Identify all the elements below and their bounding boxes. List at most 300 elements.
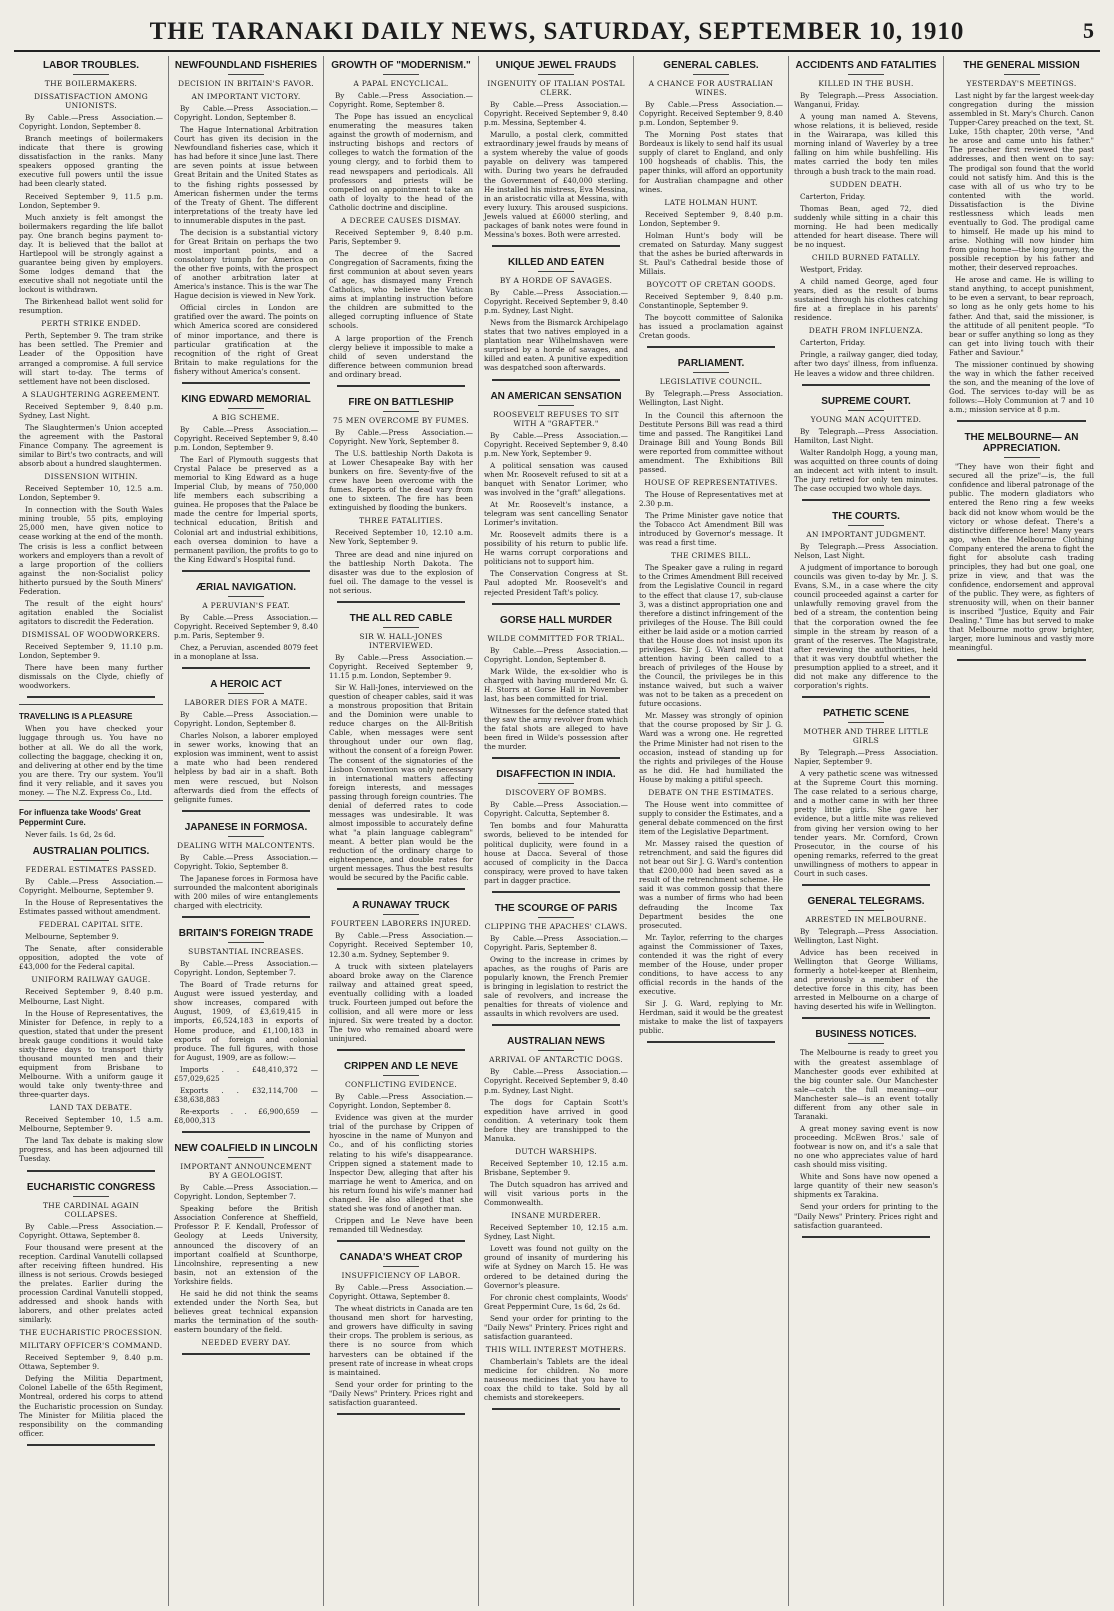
article [19,1178,163,1446]
article-separator [492,757,620,759]
subheading: AN IMPORTANT VICTORY. [191,92,301,101]
headline-rule [848,525,884,526]
article-headline: AN AMERICAN SENSATION [490,390,622,402]
paragraph: By Cable.—Press Association.—Copyright. Ottawa, September 8. [19,1221,163,1240]
paragraph: Received September 9, 8.40 p.m. Ottawa, September 9. [19,1353,163,1372]
paragraph: Received September 9, 11.5 p.m. London, September 9. [19,191,163,210]
masthead-rule [14,50,1100,52]
news-column-4 [479,56,634,1606]
paragraph: Mark Wilde, the ex-soldier who is charged with having murdered Mr. G. H. Storrs at Gorse Hall in November last, has been committed for trial. [484,666,628,703]
article-headline: A RUNAWAY TRUCK [352,900,450,912]
headline-rule [848,910,884,911]
article-separator [27,1444,155,1446]
paragraph: By Telegraph.—Press Association. Nelson, Last Night. [794,542,938,561]
article-separator [182,810,310,812]
paragraph: The Slaughtermen's Union accepted the agreement with the Pastoral Finance Company. The agreement is similar to Birt's two contracts, and will absorb about a hundred slaughtermen. [19,422,163,469]
subheading: YOUNG MAN ACQUITTED. [810,414,922,424]
paragraph: By Cable.—Press Association.—Copyright. Ottawa, September 8. [329,1283,473,1302]
paragraph: Owing to the increase in crimes by apaches, as the roughs of Paris are popularly known, the French Premier is bringing in legislation to restrict the sale of revolvers, and increase the penalties for threats of violence and assaults in which revolvers are used. [484,954,628,1019]
paragraph: Branch meetings of boilermakers indicate that there is growing dissatisfaction in the ranks. Many speakers opposed granting the executive full powers until the issue had been clearly stated. [19,134,163,189]
paragraph: Defying the Militia Department, Colonel Labelle of the 65th Regiment, Montreal, ordered his corps to attend the Eucharistic procession on Sunday. The Minister for Militia placed the responsibility on the commanding officer. [19,1374,163,1438]
article [949,56,1094,422]
paragraph: Mr. Massey raised the question of retrenchment, and said the figures did not bear out Sir J. G. Ward's contention that £200,000 had been saved as a result of the retrenchment scheme. He said it was common gossip that there was a number of firms who had been defrauding the Income Tax Department besides the one prosecuted. [639,839,783,930]
paragraph: There have been many further dismissals on the Clyde, chiefly of woodworkers. [19,663,163,691]
article [794,1025,938,1237]
article [484,611,628,760]
paragraph: Pringle, a railway ganger, died today, after two days' illness, from influenza. He leaves a widow and three children. [794,350,938,378]
article-headline: PARLIAMENT. [677,358,745,370]
headline-rule [693,74,729,75]
subheading: UNIFORM RAILWAY GAUGE. [31,975,151,985]
article [484,387,628,605]
paragraph: Received September 9, 8.40 p.m. Paris, September 9. [329,227,473,246]
paragraph: Witnesses for the defence stated that they saw the army revolver from which the fatal shots are alleged to have been fired in Wilde's possession after the murder. [484,705,628,752]
subheading: BOYCOTT OF CRETAN GOODS. [646,280,776,290]
news-column-2 [169,56,324,1606]
article [329,393,473,603]
paragraph: By Cable.—Press Association.—Copyright. London, September 8. [174,710,318,729]
article-separator [182,1353,310,1355]
paragraph: Charles Nolson, a laborer employed in sewer works, knowing that an explosion was imminent, went to assist a mate who had been rendered helpless by bad air in a shaft. Both men were rescued, but Nolson afterwards died from the effects of gelignite fumes. [174,731,318,804]
paragraph: News from the Bismarck Archipelago states that two natives employed in a plantation near Wilhelmshaven were surprised by a horde of savages, and killed and eaten. A punitive expedition was despatched soon afterwards. [484,318,628,373]
article [949,428,1094,660]
article-separator [27,696,155,698]
subheading: ARRESTED IN MELBOURNE. [805,914,927,924]
article-headline: BRITAIN'S FOREIGN TRADE [178,928,314,940]
article-headline: ACCIDENTS AND FATALITIES [795,60,937,71]
paragraph: Imports . . £48,410,372 — £57,029,625 [174,1064,318,1083]
article-separator [182,916,310,918]
paragraph: At Mr. Roosevelt's instance, a telegram was sent cancelling Senator Lorimer's invitation. [484,499,628,528]
article-headline: THE SCOURGE OF PARIS [494,902,618,914]
paragraph: Received September 9, 11.10 p.m. London, September 9. [19,642,163,661]
article-headline: NEW COALFIELD IN LINCOLN [174,1143,318,1155]
subheading: CLIPPING THE APACHES' CLAWS. [484,921,628,931]
article-separator [802,384,930,386]
headline-rule [538,783,574,784]
paragraph: Melbourne, September 9. [25,932,119,942]
article-headline: A HEROIC ACT [210,679,282,691]
paragraph: Send your order for printing to the "Daily News" Printery. Prices right and satisfaction guaranteed. [484,1313,628,1341]
headline-rule [228,1157,264,1158]
article [19,842,163,1172]
paragraph: He arose and came. He is willing to stand anything, to accept punishment, to be even a servant, to bear reproach, so long as he only gets home to his father. And that, said the missioner, is the attitude of all penitent people. "To bear or suffer anything so long as they can get into living touch with their Father and Saviour." [949,275,1094,357]
headline-rule [383,411,419,412]
headline-rule [1004,74,1040,75]
article [484,899,628,1027]
headline-rule [538,405,574,406]
article-headline: GENERAL CABLES. [663,60,759,71]
article-separator [802,1236,930,1238]
paragraph: A child named George, aged four years, died as the result of burns sustained through his clothes catching fire at a fireplace in his parents' residence. [794,277,938,323]
subheading: AN IMPORTANT JUDGMENT. [806,530,926,539]
article [329,609,473,891]
article [484,56,628,247]
article-headline: AUSTRALIAN POLITICS. [32,845,150,857]
subheading: DEBATE ON THE ESTIMATES. [648,787,774,797]
paragraph: A judgment of importance to borough councils was given to-day by Mr. J. S. Evans, S.M., in a case where the city council proceeded against a carter for unlawfully removing gravel from the bed of a stream, the contention being that the corporation owned the fee simple in the stream by reason of a grant of the reserves. The Magistrate, after reviewing the authorities, held that it was very doubtful whether the presumption applied to a street, and it did not make any difference to the corporation's rights. [794,563,938,690]
article-headline: THE COURTS. [832,511,900,522]
headline-rule [228,596,264,597]
paragraph: Three are dead and nine injured on the battleship North Dakota. The disaster was due to the explosion of fuel oil. The damage to the vessel is not serious. [329,549,473,595]
newspaper-columns [14,56,1102,1606]
paragraph: By Cable.—Press Association.—Copyright. Received September 9, 8.40 p.m. New York, September 9. [484,430,628,458]
subheading: MOTHER AND THREE LITTLE GIRLS [803,727,929,745]
article-headline: JAPANESE IN FORMOSA. [184,821,308,833]
masthead [0,0,1114,50]
headline-rule [383,1266,419,1267]
article [174,675,318,812]
page-number: 5 [1083,18,1094,43]
paragraph: The Dutch squadron has arrived and will visit various ports in the Commonwealth. [484,1180,628,1208]
headline-rule [228,836,264,837]
paragraph: The Japanese forces in Formosa have surrounded the malcontent aboriginals with 200 miles of wire entanglements charged with electricity. [174,873,318,910]
headline-rule [383,914,419,915]
paragraph: The land Tax debate is making slow progress, and has been adjourned till Tuesday. [19,1136,163,1164]
article-headline: KILLED AND EATEN [507,256,605,268]
subheading: LAND TAX DEBATE. [49,1103,133,1113]
paragraph: Exports . . £32,114,700 — £38,638,883 [174,1085,318,1104]
paragraph: The Earl of Plymouth suggests that Crystal Palace be preserved as a memorial to King Edward as a huge Imperial Club, by means of 750,000 life members each subscribing a guinea. He proposes that the Palace be made the centre for Imperial sports, technical education, British and Colonial art and industrial exhibitions, each oversea dominion to have a permanent pavilion, the profits to go to the King Edward's Hospital fund. [174,455,318,564]
paragraph: Received September 9, 8.40 p.m. Constantinople, September 9. [639,292,783,311]
article-separator [182,1131,310,1133]
paragraph: Lovett was found not guilty on the ground of insanity of murdering his wife at Sydney on March 15. He was ordered to be detained during the Governor's pleasure. [484,1244,628,1290]
subheading: BY A HORDE OF SAVAGES. [499,275,613,285]
subheading: YESTERDAY'S MEETINGS. [966,79,1077,88]
subheading: LATE HOLMAN HUNT. [664,197,758,207]
headline-rule [848,74,884,75]
article-separator [802,1017,930,1019]
paragraph: "They have won their fight and secured all the prize"—is, the full confidence and liberal patronage of the public. The modern gladiators who entered the Reno ring a few weeks back did not know whom would be the victory or whose defeat. There's a distinctive difference here! Many years ago, when the Melbourne Clothing Company entered the arena to fight the fight for absolute cash trading principles, they had but one goal, one prize in view, and that was the confidence, endorsement and approval of the public. They were, as fighters of strenuosity will, when on their banner is inscribed "Justice, Equity and Fair Dealing." Time has but served to make that Melbourne motto grow brighter, larger, more luminous and vastly more meaningful. [949,462,1094,653]
headline-rule [693,372,729,373]
headline-rule [228,942,264,943]
paragraph: White and Sons have now opened a large quantity of their new season's shipments ex Tarakina. [794,1172,938,1200]
paragraph: Received September 10, 12.10 a.m. New York, September 9. [329,528,473,547]
article-separator [492,379,620,381]
article-separator [802,499,930,501]
subheading: A PAPAL ENCYCLICAL. [353,79,449,88]
article [19,56,163,698]
paragraph: By Cable.—Press Association.—Copyright. Melbourne, September 9. [19,876,163,895]
paragraph: By Cable.—Press Association.—Copyright. Received September 9, 8.40 p.m. Paris, September 9. [174,612,318,640]
article-headline: CANADA'S WHEAT CROP [339,1252,463,1264]
article-headline: THE ALL RED CABLE [349,612,453,624]
article-separator [182,382,310,384]
subheading: THREE FATALITIES. [359,516,443,526]
paragraph: By Telegraph.—Press Association. Hamilton, Last Night. [794,426,938,445]
subheading: DEATH FROM INFLUENZA. [808,326,924,336]
article-separator [802,884,930,886]
headline-rule [538,917,574,918]
subheading: PERTH STRIKE ENDED. [41,319,141,329]
article-headline: AUSTRALIAN NEWS [507,1036,605,1048]
article-separator [647,346,775,348]
headline-rule [228,74,264,75]
article-headline: PATHETIC SCENE [823,708,909,719]
subheading: SIR W. HALL-JONES INTERVIEWED. [359,631,443,650]
article-headline: NEWFOUNDLAND FISHERIES [174,60,318,71]
paragraph: By Cable.—Press Association.—Copyright. London, September 8. [329,1092,473,1111]
subheading: DECISION IN BRITAIN'S FAVOR. [178,79,314,88]
headline-rule [228,408,264,409]
article [639,56,783,348]
article-separator [492,891,620,893]
paragraph: The House went into committee of supply to consider the Estimates, and a general debate commenced on the first item of the Legislative Department. [639,799,783,836]
subheading: ARRIVAL OF ANTARCTIC DOGS. [489,1055,623,1065]
article-headline: LABOR TROUBLES. [42,60,140,71]
paragraph: The missioner continued by showing the way in which the father received the son, and the meaning of the love of God. The services to-day will be as follows:—Holy Communion at 7 and 10 a.m.; mission service at 8 p.m. [949,359,1094,415]
paragraph: The Speaker gave a ruling in regard to the Crimes Amendment Bill received from the Legislative Council in regard to the effect that clause 17, sub-clause 3, was a distinct appropriation one and therefore a distinct infringement of the privileges of the House. The Bill could either be laid aside or a motion carried that the House does not insist upon its privileges. Sir J. G. Ward moved that attention having been called to a breach of privileges of the House by the Council, the privileges be in this instance waived, but such a waiver was not to be taken as a precedent on future occasions. [639,563,783,709]
paragraph: By Cable.—Press Association.—Copyright. Received September 9, 8.40 p.m. London, September 9. [174,424,318,452]
paragraph: Send your order for printing to the "Daily News" Printery. Prices right and satisfaction guaranteed. [329,1379,473,1407]
headline-rule [73,74,109,75]
paragraph: The U.S. battleship North Dakota is at Lower Chesapeake Bay with her bunkers on fire. Seventy-five of the crew have been overcome with the fumes. Reports of the dead vary from one to sixteen. The fire has been extinguished by flooding the bunkers. [329,448,473,513]
headline-rule [73,860,109,861]
paragraph: Received September 10, 1.5 a.m. Melbourne, September 9. [19,1115,163,1134]
article-headline: KING EDWARD MEMORIAL [181,393,311,405]
article-headline: DISAFFECTION IN INDIA. [496,769,616,781]
subheading: CHILD BURNED FATALLY. [811,252,921,262]
article-headline: CRIPPEN AND LE NEVE [343,1061,459,1073]
subheading: THE CRIMES BILL. [670,551,752,561]
news-column-7 [944,56,1099,1606]
paragraph: In the Council this afternoon the Destitute Persons Bill was read a third time and passed. The Rangitikei Land Drainage Bill and Young Bonds Bill were reported from committee without amendment. The Exhibitions Bill passed. [639,410,783,474]
article [174,56,318,384]
paragraph: By Cable.—Press Association.—Copyright. Received September 9, 8.40 p.m. Messina, September 4. [484,100,628,128]
article-separator [182,667,310,669]
paragraph: By Cable.—Press Association.—Copyright. Received September 10, 12.30 a.m. Sydney, September 9. [329,931,473,959]
paragraph: Mr. Taylor, referring to the charges against the Commissioner of Taxes, contended it was the right of every member of the House, under proper conditions, to have access to any official records in the hands of the executive. [639,932,783,997]
paragraph: The decision is a substantial victory for Great Britain on perhaps the two most important points, and a consolatory triumph for America on the other five points, with the prospect of another arbitration later at America's instance. This is the war The Hague decision is viewed in New York. [174,227,318,301]
subheading: SUBSTANTIAL INCREASES. [188,947,304,957]
subheading: INSANE MURDERER. [511,1211,601,1221]
headline-rule [383,627,419,628]
paragraph: A young man named A. Stevens, whose relations, it is believed, reside in the Wairarapa, was killed this morning inland of Waverley by a tree falling on him while bushfelling. His mates carried the body ten miles through a bush track to the main road. [794,112,938,176]
headline-rule [1004,457,1040,458]
subheading: THIS WILL INTEREST MOTHERS. [485,1344,627,1354]
article [484,253,628,381]
article-separator [337,1413,465,1415]
subheading: NEEDED EVERY DAY. [201,1338,291,1348]
article-separator [492,603,620,605]
paragraph: Perth, September 9. The tram strike has been settled. The Premier and Leader of the Opposition have arranged a compromise. A full service will start to-day. The terms of settlement have not been disclosed. [19,331,163,386]
subheading: KILLED IN THE BUSH. [818,79,914,88]
subheading: FEDERAL ESTIMATES PASSED. [25,864,157,874]
headline-rule [848,410,884,411]
subheading: ROOSEVELT REFUSES TO SIT WITH A "GRAFTER." [493,409,619,428]
paragraph: Much anxiety is felt amongst the boilermakers regarding the life ballot pay. One branch begins payment to-day. It is believed that the ballot at Hartlepool will be strongly against a guarantee being given by employers. Some lodges demand that the executive shall not negotiate until the lockout is withdrawn. [19,212,163,295]
article [329,1057,473,1242]
news-column-1 [14,56,169,1606]
article-separator [337,385,465,387]
article-separator [492,245,620,247]
article-headline: UNIQUE JEWEL FRAUDS [495,60,617,71]
paragraph: By Cable.—Press Association.—Copyright. London, September 8. [174,104,318,123]
article-separator [492,1024,620,1026]
article-separator [957,659,1086,661]
article [484,765,628,893]
article-separator [802,696,930,698]
paragraph: The boycott committee of Salonika has issued a proclamation against Cretan goods. [639,313,783,341]
paragraph: Evidence was given at the murder trial of the purchase by Crippen of hyoscine in the name of Munyon and Co., and of his conflicting stories relating to his wife's disappearance. Crippen signed a statement made to Inspector Dew, alleging that after his marriage he went to America, and on his return found his wife's manner had changed. He also alleged that she stated she was fond of another man. [329,1113,473,1213]
paragraph: For chronic chest complaints, Woods' Great Peppermint Cure, 1s 6d, 2s 6d. [484,1292,628,1311]
paragraph: Crippen and Le Neve have been remanded till Wednesday. [329,1215,473,1234]
article-headline: THE GENERAL MISSION [963,60,1080,71]
article-headline: SUPREME COURT. [821,395,911,407]
article [174,924,318,1133]
article [174,578,318,669]
article-separator [337,1240,465,1242]
article [794,892,938,1020]
paragraph: A very pathetic scene was witnessed at the Supreme Court this morning. The case related to a serious charge, and a mother came in with her three pretty little girls. She gave her evidence, but a little mite was relieved from giving her version owing to her tender years. Mr. Cornford, Crown Prosecutor, in the course of his opening remarks, referred to the great unwillingness of mothers to appear in Court in such cases. [794,769,938,878]
article-separator [337,1049,465,1051]
paragraph: A great money saving event is now proceeding. McEwen Bros.' sale of footwear is now on, and it's a sale that no one who appreciates value of hard cash should miss visiting. [794,1123,938,1170]
headline-rule [383,74,419,75]
paragraph: By Telegraph.—Press Association. Wellington, Last Night. [639,389,783,408]
paragraph: He said he did not think the seams extended under the North Sea, but believes great technical expansion marks the termination of the south-eastern boundary of the field. [174,1288,318,1335]
headline-rule [73,1196,109,1197]
paragraph: The Hague International Arbitration Court has given its decision in the Newfoundland fisheries case, which it has had before it since June last. There are seven points at issue between Great Britain and the United States as to the fishing rights possessed by American fishermen under the terms of the Treaty of Ghent. The different interpretations of the treaty have led to innumerable disputes in the past. [174,125,318,225]
article-separator [492,1408,620,1410]
subheading: A SLAUGHTERING AGREEMENT. [22,389,160,399]
advertisement-heading: For influenza take Woods' Great Peppermint Cure. [19,807,141,827]
paragraph: Carterton, Friday. [800,191,866,201]
subheading: MILITARY OFFICER'S COMMAND. [19,1341,163,1351]
article [174,818,318,918]
subheading: THE EUCHARISTIC PROCESSION. [19,1328,163,1338]
headline-rule [538,271,574,272]
headline-rule [228,693,264,694]
paragraph: Received September 9, 8.40 p.m. Melbourne, Last Night. [19,987,163,1006]
article [174,1139,318,1355]
article [639,354,783,1043]
paragraph: The Board of Trade returns for August were issued yesterday, and show increases, compared with August, 1909, of £3,619,415 in imports, £6,524,183 in exports of Home produce, and £1,100,183 in exports of foreign and colonial produce. The full figures, with those for August, 1909, are as follow:— [174,980,318,1062]
paragraph: By Cable.—Press Association.—Copyright. Received September 9, 8.40 p.m. London, September 9. [639,100,783,128]
article [329,56,473,387]
paragraph: By Cable.—Press Association.—Copyright. Paris, September 8. [484,933,628,952]
paragraph: By Cable.—Press Association.—Copyright. New York, September 8. [329,427,473,446]
paragraph: A large proportion of the French clergy believe it impossible to make a child of seven understand the difference between communion bread and ordinary bread. [329,333,473,379]
paragraph: The Pope has issued an encyclical enumerating the measures taken against the growth of modernism, and instructing bishops and rectors of colleges to watch the formation of the young clergy, and to forbid them to read newspapers and periodicals. All professors and priests will be compelled on appointment to take an oath of loyalty to the head of the Catholic doctrine and discipline. [329,112,473,212]
advertisement-text: When you have checked your luggage through us. You have no bother at all. We do all the work, collecting the baggage, checking it on, and delivering at other end by the time you are there. Try our system. You'll find it very reliable, and it saves you money. — The N.Z. Express Co., Ltd. [19,724,163,797]
article-headline: BUSINESS NOTICES. [815,1029,917,1041]
paragraph: The decree of the Sacred Congregation of Sacraments, fixing the first communion at about seven years of age, has dismayed many French Catholics, who believe the Vatican aims at implanting instruction before the children are submitted to the alleged corrupting influence of State schools. [329,248,473,331]
advertisement-text: Never fails. 1s 6d, 2s 6d. [25,829,116,839]
news-column-6 [789,56,944,1606]
headline-rule [848,1043,884,1044]
paragraph: Sir J. G. Ward, replying to Mr. Herdman, said it would be the greatest mistake to make the list of taxpayers public. [639,999,783,1036]
paragraph: The House of Representatives met at 2.30 p.m. [639,489,783,508]
paragraph: By Cable.—Press Association.—Copyright. Calcutta, September 8. [484,800,628,819]
paragraph: Re-exports . . £6,900,659 — £8,000,313 [174,1107,318,1126]
headline-rule [538,629,574,630]
article [794,392,938,501]
article-separator [337,601,465,603]
article-headline: GROWTH OF "MODERNISM." [331,60,471,71]
subheading: WILDE COMMITTED FOR TRIAL. [487,633,625,643]
article [329,896,473,1051]
paragraph: Received September 10, 12.15 a.m. Sydney, Last Night. [484,1223,628,1242]
paragraph: The Melbourne is ready to greet you with the greatest assemblage of Manchester goods ever exhibited at the big counter sale. Our Manchester sale—catch the full meaning—our Manchester sale—is an event totally different from any other sale in Taranaki. [794,1048,938,1121]
headline-rule [383,1075,419,1076]
paragraph: By Cable.—Press Association.—Copyright. London, September 8. [484,645,628,664]
article [794,704,938,886]
paragraph: The Birkenhead ballot went solid for resumption. [19,297,163,316]
subheading: DISCOVERY OF BOMBS. [505,788,607,798]
paragraph: By Cable.—Press Association.—Copyright. Tokio, September 8. [174,852,318,871]
article-separator [182,570,310,572]
subheading: THE CARDINAL AGAIN COLLAPSES. [42,1200,140,1219]
paragraph: Received September 9, 8.40 p.m. London, September 9. [639,209,783,228]
paragraph: By Cable.—Press Association.—Copyright. Received September 9, 8.40 p.m. Sydney, Last Night. [484,1067,628,1095]
paragraph: Advice has been received in Wellington that George Williams, formerly a hotel-keeper at Blenheim, and previously a member of the detective force in this city, has been arrested in Melbourne on a charge of having deserted his wife in Wellington. [794,948,938,1012]
paragraph: Thomas Bean, aged 72, died suddenly while sitting in a chair this morning. He had been medically attended for heart disease. There will be no inquest. [794,203,938,249]
paragraph: Holman Hunt's body will be cremated on Saturday. Many suggest that the ashes be buried afterwards in St. Paul's Cathedral beside those of Millais. [639,230,783,276]
subheading: A BIG SCHEME. [212,412,280,422]
paragraph: By Cable.—Press Association.—Copyright. Received September 9, 8.40 p.m. Sydney, Last Night. [484,287,628,316]
subheading: A PERUVIAN'S FEAT. [202,600,290,610]
paragraph: By Cable.—Press Association.—Copyright. Rome, September 8. [329,91,473,110]
subheading: DEALING WITH MALCONTENTS. [177,840,315,850]
paragraph: Mr. Massey was strongly of opinion that the course proposed by Sir J. G. Ward was a wrong one. He regretted the Prime Minister had not risen to the occasion, instead of standing up for the rights and privileges of the House as he did. He had humiliated the House by making a pitiful speech. [639,711,783,784]
paragraph: By Cable.—Press Association.—Copyright. London, September 7. [174,959,318,978]
headline-rule [848,722,884,723]
paragraph: The result of the eight hours' agitation enabled the Socialist agitators to discredit the Federation. [19,598,163,626]
subheading: A DECREE CAUSES DISMAY. [341,215,461,225]
paragraph: By Cable.—Press Association.—Copyright. London, September 8. [19,113,163,132]
subheading: LEGISLATIVE COUNCIL. [659,377,763,387]
paragraph: By Cable.—Press Association.—Copyright. Received September 9, 11.15 p.m. London, September 9. [329,652,473,680]
subheading: IMPORTANT ANNOUNCEMENT BY A GEOLOGIST. [180,1162,312,1181]
article-separator [647,1041,775,1043]
subheading: A CHANCE FOR AUSTRALIAN WINES. [648,79,774,97]
paragraph: By Telegraph.—Press Association. Wanganui, Friday. [794,91,938,110]
subheading: SUDDEN DEATH. [829,179,903,189]
article-separator [27,1170,155,1172]
news-column-5 [634,56,789,1606]
headline-rule [538,74,574,75]
paragraph: The wheat districts in Canada are ten thousand men short for harvesting, and growers have difficulty in saving their crops. The problem is serious, as there is no source from which harvesters can be obtained if the present rate of increase in wheat crops is maintained. [329,1304,473,1377]
paragraph: The Conservation Congress at St. Paul adopted Mr. Roosevelt's and rejected President Taft's policy. [484,569,628,597]
paragraph: Ten bombs and four Mahuratta swords, believed to be intended for political duplicity, were found in a house at Dacca. Several of those accused of complicity in the Dacca conspiracy, were proved to have taken part in dagger practice. [484,821,628,885]
subheading: HOUSE OF REPRESENTATIVES. [644,477,778,487]
article [794,507,938,698]
advertisement [19,704,163,797]
newspaper-title: THE TARANAKI DAILY NEWS, SATURDAY, SEPTEMBER 10, 1910 [149,18,965,45]
paragraph: In the House of Representatives the Estimates passed without amendment. [19,898,163,917]
subheading: CONFLICTING EVIDENCE. [344,1080,458,1090]
paragraph: By Telegraph.—Press Association. Napier, September 9. [794,748,938,767]
article-headline: GENERAL TELEGRAMS. [807,895,925,907]
subheading: FEDERAL CAPITAL SITE. [38,920,144,930]
paragraph: Walter Randolph Hogg, a young man, was acquitted on three counts of doing an indecent act with intent to insult. The jury retired for only ten minutes. The case occupied two whole days. [794,447,938,493]
subheading: FOURTEEN LABORERS INJURED. [330,919,472,929]
subheading: INGENUITY OF ITALIAN POSTAL CLERK. [487,79,625,97]
article [794,56,938,386]
paragraph: Official circles in London are gratified over the award. The points on which America scored are considered of minor importance, and there is particular gratification at the recognition of the right of Great Britain to make regulations for the fishery without America's consent. [174,303,318,376]
paragraph: A political sensation was caused when Mr. Roosevelt refused to sit at a banquet with Senator Lorimer, who was involved in the "graft" allegations. [484,460,628,497]
subheading: LABORER DIES FOR A MATE. [184,698,308,708]
article-headline: GORSE HALL MURDER [499,614,613,626]
paragraph: By Cable.—Press Association.—Copyright. London, September 7. [174,1183,318,1202]
subheading: 75 MEN OVERCOME BY FUMES. [332,415,470,425]
paragraph: Chez, a Peruvian, ascended 8079 feet in a monoplane at Issa. [174,642,318,661]
advertisement-heading: TRAVELLING IS A PLEASURE [19,712,133,722]
paragraph: Speaking before the British Association Conference at Sheffield, Professor P. F. Kendall, Professor of Geology at Leeds University, announced the discovery of an important coalfield at Scunthorpe, Lincolnshire, representing a new basin, not an extension of the Yorkshire fields. [174,1204,318,1286]
article [174,390,318,572]
article [329,1248,473,1415]
article-headline: THE MELBOURNE— AN APPRECIATION. [964,432,1079,455]
